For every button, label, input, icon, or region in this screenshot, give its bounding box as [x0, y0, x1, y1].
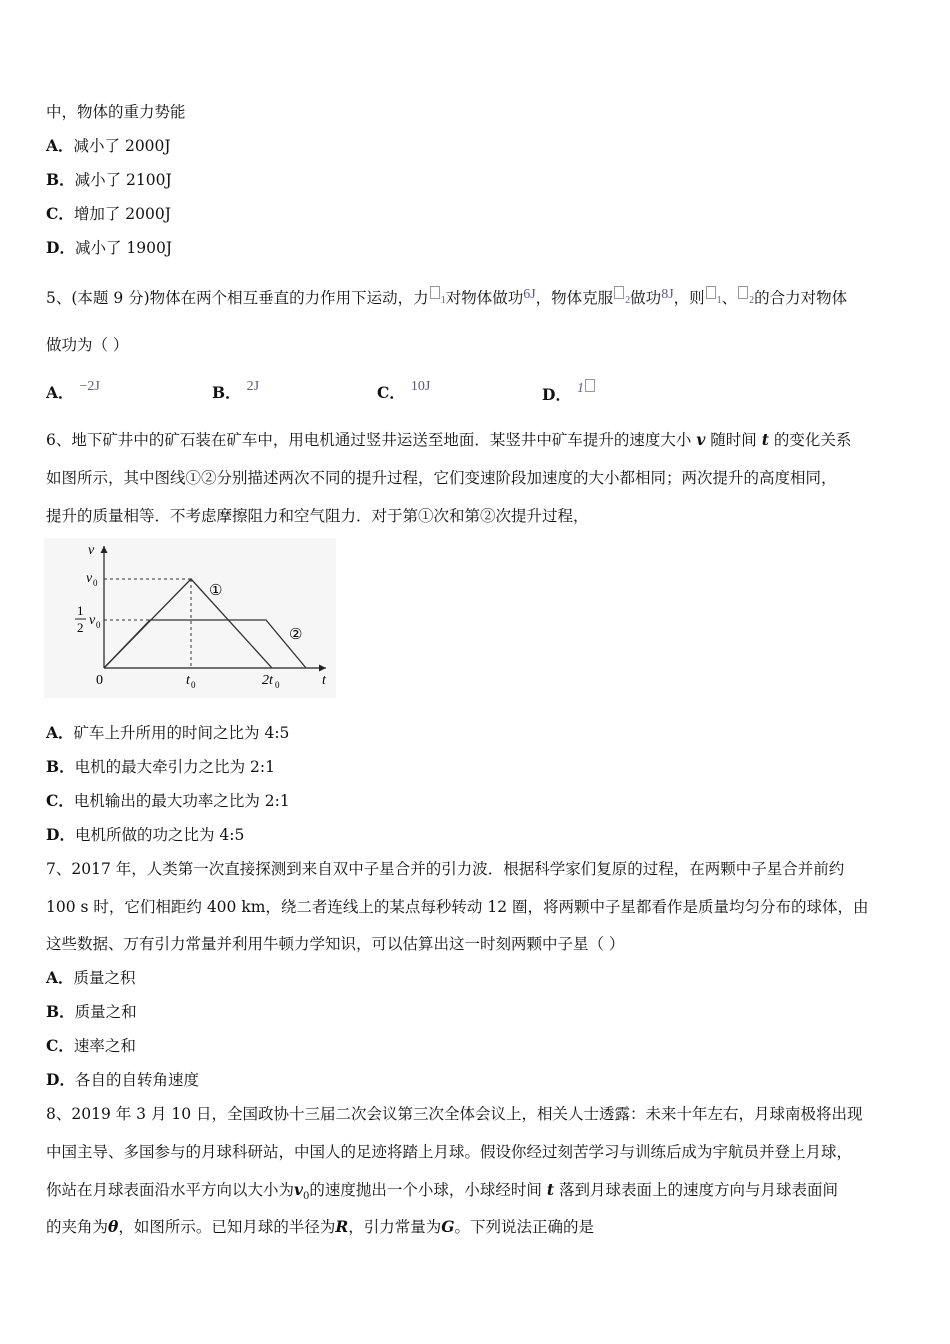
q6-option-b[interactable] — [46, 757, 275, 777]
q7-option-b[interactable] — [46, 1002, 137, 1022]
option-label: D． — [46, 1070, 75, 1089]
f2-subscript: 2 — [625, 295, 631, 306]
var-t: t — [546, 1180, 555, 1199]
v0-subscript: 0 — [93, 578, 98, 588]
option-text: 矿车上升所用的时间之比为 4:5 — [73, 724, 290, 742]
half-numerator: 1 — [77, 603, 84, 618]
q5-option-c[interactable] — [377, 379, 430, 403]
q7-option-a[interactable] — [46, 968, 136, 988]
q5-stem-line2: 做功为（ ） — [46, 336, 129, 354]
q4-option-c[interactable] — [46, 204, 171, 224]
q8-line4d: 。下列说法正确的是 — [454, 1218, 595, 1236]
q5-option-b[interactable] — [212, 379, 259, 403]
q5-part3: ，物体克服 — [535, 289, 614, 307]
force-symbol-icon — [430, 286, 440, 299]
q6-option-c[interactable] — [46, 791, 290, 811]
option-label: C． — [46, 791, 74, 810]
q8-line4a: 的夹角为 — [46, 1218, 109, 1236]
option-value: 10J — [410, 379, 431, 394]
q4-option-b[interactable] — [46, 170, 172, 190]
q5-sep: 、 — [721, 289, 738, 307]
option-text: 电机的最大牵引力之比为 2:1 — [74, 758, 275, 776]
q7-option-d[interactable] — [46, 1070, 199, 1090]
option-text: 质量之积 — [73, 969, 136, 987]
force-symbol-icon — [706, 286, 716, 299]
q8-stem-line1: 8、2019 年 3 月 10 日，全国政协十三届二次会议第三次全体会议上，相关人士透露：未来十年左右，月球南极将出现 — [46, 1105, 863, 1123]
two-t0-subscript: 0 — [275, 680, 280, 690]
q8-line3a: 你站在月球表面沿水平方向以大小为 — [46, 1181, 295, 1199]
var-v0: v — [294, 1180, 304, 1199]
f1-subscript: 1 — [716, 295, 722, 306]
v0-subscript: 0 — [303, 1191, 310, 1203]
half-denominator: 2 — [77, 620, 84, 635]
var-theta: θ — [108, 1217, 119, 1236]
q8-line3b: 的速度抛出一个小球，小球经时间 — [309, 1181, 542, 1199]
option-text: 减小了 1900J — [74, 239, 173, 257]
q6-stem-line1 — [46, 430, 851, 450]
work2-value: 8J — [661, 287, 674, 302]
q7-stem-line2: 100 s 时，它们相距约 400 km，绕二者连线上的某点每秒转动 12 圈，将两颗中子星都看作是质量均匀分布的球体，由 — [46, 898, 869, 916]
q8-line3c: 落到月球表面上的速度方向与月球表面间 — [558, 1181, 838, 1199]
force-symbol-icon — [614, 286, 624, 299]
option-text: 减小了 2100J — [74, 171, 172, 189]
q8-stem-line4 — [46, 1217, 594, 1237]
q4-option-a[interactable] — [46, 136, 171, 156]
q5-option-d[interactable] — [542, 379, 596, 405]
q8-stem-line2: 中国主导、多国参与的月球科研站，中国人的足迹将踏上月球。假设你经过刻苦学习与训练后成为宇航员并登上月球， — [46, 1143, 853, 1161]
q6-line1c: 的变化关系 — [773, 431, 852, 449]
q6-option-d[interactable] — [46, 825, 244, 845]
force-symbol-icon — [738, 286, 748, 299]
q6-stem-line3: 提升的质量相等．不考虑摩擦阻力和空气阻力．对于第①次和第②次提升过程， — [46, 507, 589, 525]
half-v0-label: v — [89, 613, 96, 628]
var-v: v — [696, 430, 706, 449]
q8-line4b: ，如图所示。已知月球的半径为 — [118, 1218, 336, 1236]
option-label: C． — [46, 1036, 74, 1055]
v0-label: v — [86, 571, 93, 586]
option-label: A． — [46, 136, 74, 155]
option-label: A． — [46, 968, 74, 987]
work1-value: 6J — [523, 287, 536, 302]
q4-stem-tail: 中，物体的重力势能 — [46, 103, 186, 121]
f1-subscript: 1 — [440, 295, 446, 306]
option-label: C． — [377, 383, 405, 402]
q4-option-d[interactable] — [46, 238, 172, 258]
q5-part6: 的合力对物体 — [754, 289, 848, 307]
option-text: 电机所做的功之比为 4:5 — [74, 826, 245, 844]
var-t: t — [761, 430, 769, 449]
t0-subscript: 0 — [191, 680, 196, 690]
option-text: 减小了 2000J — [73, 137, 171, 155]
t0-label: t — [186, 673, 190, 688]
option-text: 质量之和 — [74, 1003, 137, 1021]
q5-option-a[interactable] — [46, 379, 100, 403]
option-label: A． — [46, 383, 74, 402]
q7-option-c[interactable] — [46, 1036, 136, 1056]
graph-background — [44, 538, 336, 698]
var-r: R — [335, 1217, 349, 1236]
option-label: D． — [542, 385, 571, 404]
q6-stem-line2: 如图所示，其中图线①②分别描述两次不同的提升过程，它们变速阶段加速度的大小都相同；两次提升的高度相同， — [46, 469, 837, 487]
q5-part1: 5、(本题 9 分)物体在两个相互垂直的力作用下运动，力 — [46, 289, 429, 307]
option-label: B． — [46, 757, 75, 776]
option-value: 2J — [246, 379, 260, 394]
missing-glyph-icon — [585, 379, 595, 392]
option-text: 各自的自转角速度 — [74, 1071, 199, 1089]
q5-part4: 做功 — [630, 289, 662, 307]
q8-line4c: ，引力常量为 — [348, 1218, 442, 1236]
option-text: 增加了 2000J — [73, 205, 171, 223]
option-text: 电机输出的最大功率之比为 2:1 — [73, 792, 290, 810]
var-g: G — [441, 1217, 455, 1236]
option-label: D． — [46, 825, 75, 844]
q5-part5: ，则 — [673, 289, 705, 307]
q6-option-a[interactable] — [46, 723, 289, 743]
q7-stem-line3: 这些数据、万有引力常量并利用牛顿力学知识，可以估算出这一时刻两颗中子星（ ） — [46, 935, 625, 953]
f2-subscript: 2 — [749, 295, 755, 306]
option-label: C． — [46, 204, 74, 223]
option-label: B． — [46, 1002, 75, 1021]
velocity-time-graph — [44, 538, 336, 698]
y-axis-label: v — [88, 543, 95, 558]
origin-label: 0 — [96, 673, 103, 688]
two-t0-label: 2t — [262, 673, 273, 688]
q8-stem-line3 — [46, 1180, 838, 1207]
q5-part2: 对物体做功 — [445, 289, 524, 307]
q7-stem-line1: 7、2017 年，人类第一次直接探测到来自双中子星合并的引力波．根据科学家们复原的过程，在两颗中子星合并前约 — [46, 860, 845, 878]
curve-2-label: ② — [289, 625, 303, 643]
option-label: B． — [46, 170, 75, 189]
q6-line1b: 随时间 — [710, 431, 757, 449]
option-label: A． — [46, 723, 74, 742]
q6-line1a: 6、地下矿井中的矿石装在矿车中，用电机通过竖井运送至地面．某竖井中矿车提升的速度大小 — [46, 431, 692, 449]
half-v0-subscript: 0 — [96, 620, 101, 630]
option-label: B． — [212, 383, 241, 402]
option-value: −2J — [79, 379, 100, 394]
curve-1-label: ① — [209, 581, 223, 599]
option-value: 1 — [576, 381, 584, 396]
option-text: 速率之和 — [73, 1037, 136, 1055]
q5-stem-line1 — [46, 285, 847, 311]
option-label: D． — [46, 238, 75, 257]
x-axis-label: t — [322, 673, 326, 688]
